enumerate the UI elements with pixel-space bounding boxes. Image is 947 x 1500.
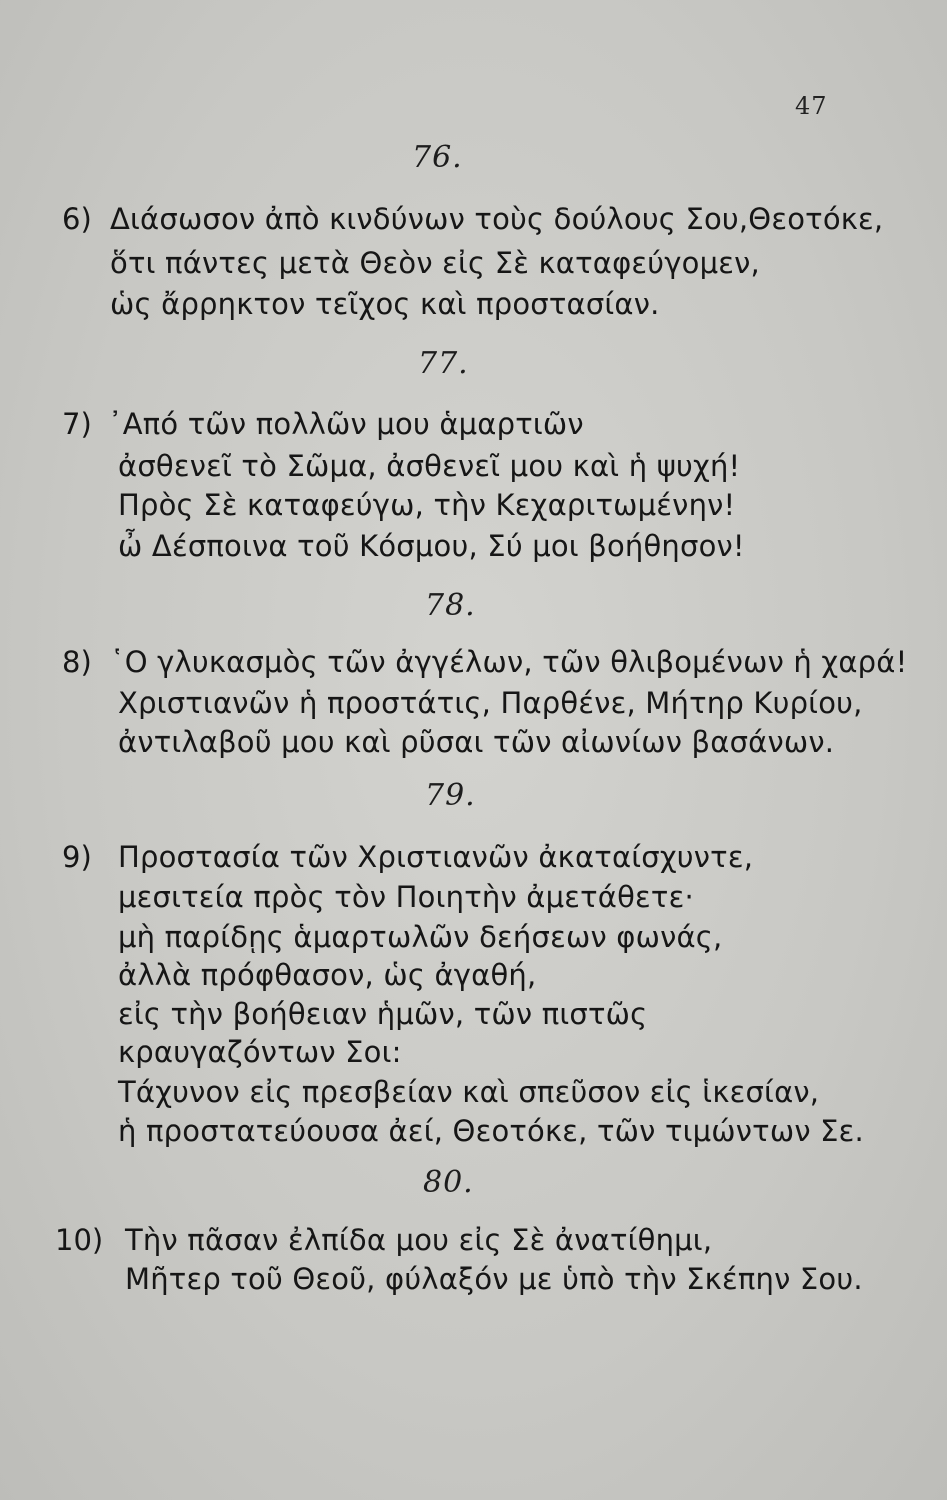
prayer-line: ἀσθενεῖ τὸ Σῶμα, ἀσθενεῖ μου καὶ ἡ ψυχή!	[118, 449, 741, 483]
section-heading-77: 77.	[418, 346, 469, 381]
prayer-number-6: 6)	[62, 202, 92, 236]
prayer-line: ἡ προστατεύουσα ἀεί, Θεοτόκε, τῶν τιμώντων Σε.	[118, 1114, 864, 1148]
prayer-line: Μῆτερ τοῦ Θεοῦ, φύλαξόν με ὑπὸ τὴν Σκέπην Σου.	[125, 1262, 863, 1296]
prayer-number-9: 9)	[62, 840, 92, 874]
prayer-line: κραυγαζόντων Σοι:	[118, 1035, 402, 1069]
prayer-line: ἀλλὰ πρόφθασον, ὡς ἀγαθή,	[118, 958, 537, 992]
prayer-line: μὴ παρίδῃς ἁμαρτωλῶν δεήσεων φωνάς,	[118, 920, 723, 954]
page-number: 47	[795, 92, 828, 120]
prayer-number-8: 8)	[62, 645, 92, 679]
section-heading-78: 78.	[425, 588, 476, 623]
prayer-number-7: 7)	[62, 407, 92, 441]
prayer-line: ῾Ο γλυκασμὸς τῶν ἀγγέλων, τῶν θλιβομένων ἡ χαρά!	[110, 645, 908, 679]
prayer-line: ὅτι πάντες μετὰ Θεὸν εἰς Σὲ καταφεύγομεν,	[110, 246, 760, 280]
section-heading-80: 80.	[423, 1165, 474, 1200]
prayer-line: Τὴν πᾶσαν ἐλπίδα μου εἰς Σὲ ἀνατίθημι,	[125, 1223, 713, 1257]
prayer-line: εἰς τὴν βοήθειαν ἡμῶν, τῶν πιστῶς	[118, 997, 648, 1031]
prayer-line: Προστασία τῶν Χριστιανῶν ἀκαταίσχυντε,	[118, 840, 754, 874]
prayer-line: ἀντιλαβοῦ μου καὶ ρῦσαι τῶν αἰωνίων βασάνων.	[118, 725, 835, 759]
prayer-line: Χριστιανῶν ἡ προστάτις, Παρθένε, Μήτηρ Κυρίου,	[118, 686, 863, 720]
prayer-line: Πρὸς Σὲ καταφεύγω, τὴν Κεχαριτωμένην!	[118, 488, 736, 522]
prayer-line: Τάχυνον εἰς πρεσβείαν καὶ σπεῦσον εἰς ἱκεσίαν,	[118, 1075, 820, 1109]
prayer-line: ᾿Από τῶν πολλῶν μου ἁμαρτιῶν	[108, 407, 584, 441]
prayer-number-10: 10)	[55, 1223, 104, 1257]
prayer-line: Διάσωσον ἀπὸ κινδύνων τοὺς δούλους Σου,Θεοτόκε,	[110, 202, 884, 236]
prayer-line: ὡς ἄρρηκτον τεῖχος καὶ προστασίαν.	[110, 287, 660, 321]
prayer-line: ὦ Δέσποινα τοῦ Κόσμου, Σύ μοι βοήθησον!	[118, 529, 745, 563]
prayer-line: μεσιτεία πρὸς τὸν Ποιητὴν ἀμετάθετε·	[118, 880, 694, 914]
section-heading-76: 76.	[412, 140, 463, 175]
section-heading-79: 79.	[425, 778, 476, 813]
